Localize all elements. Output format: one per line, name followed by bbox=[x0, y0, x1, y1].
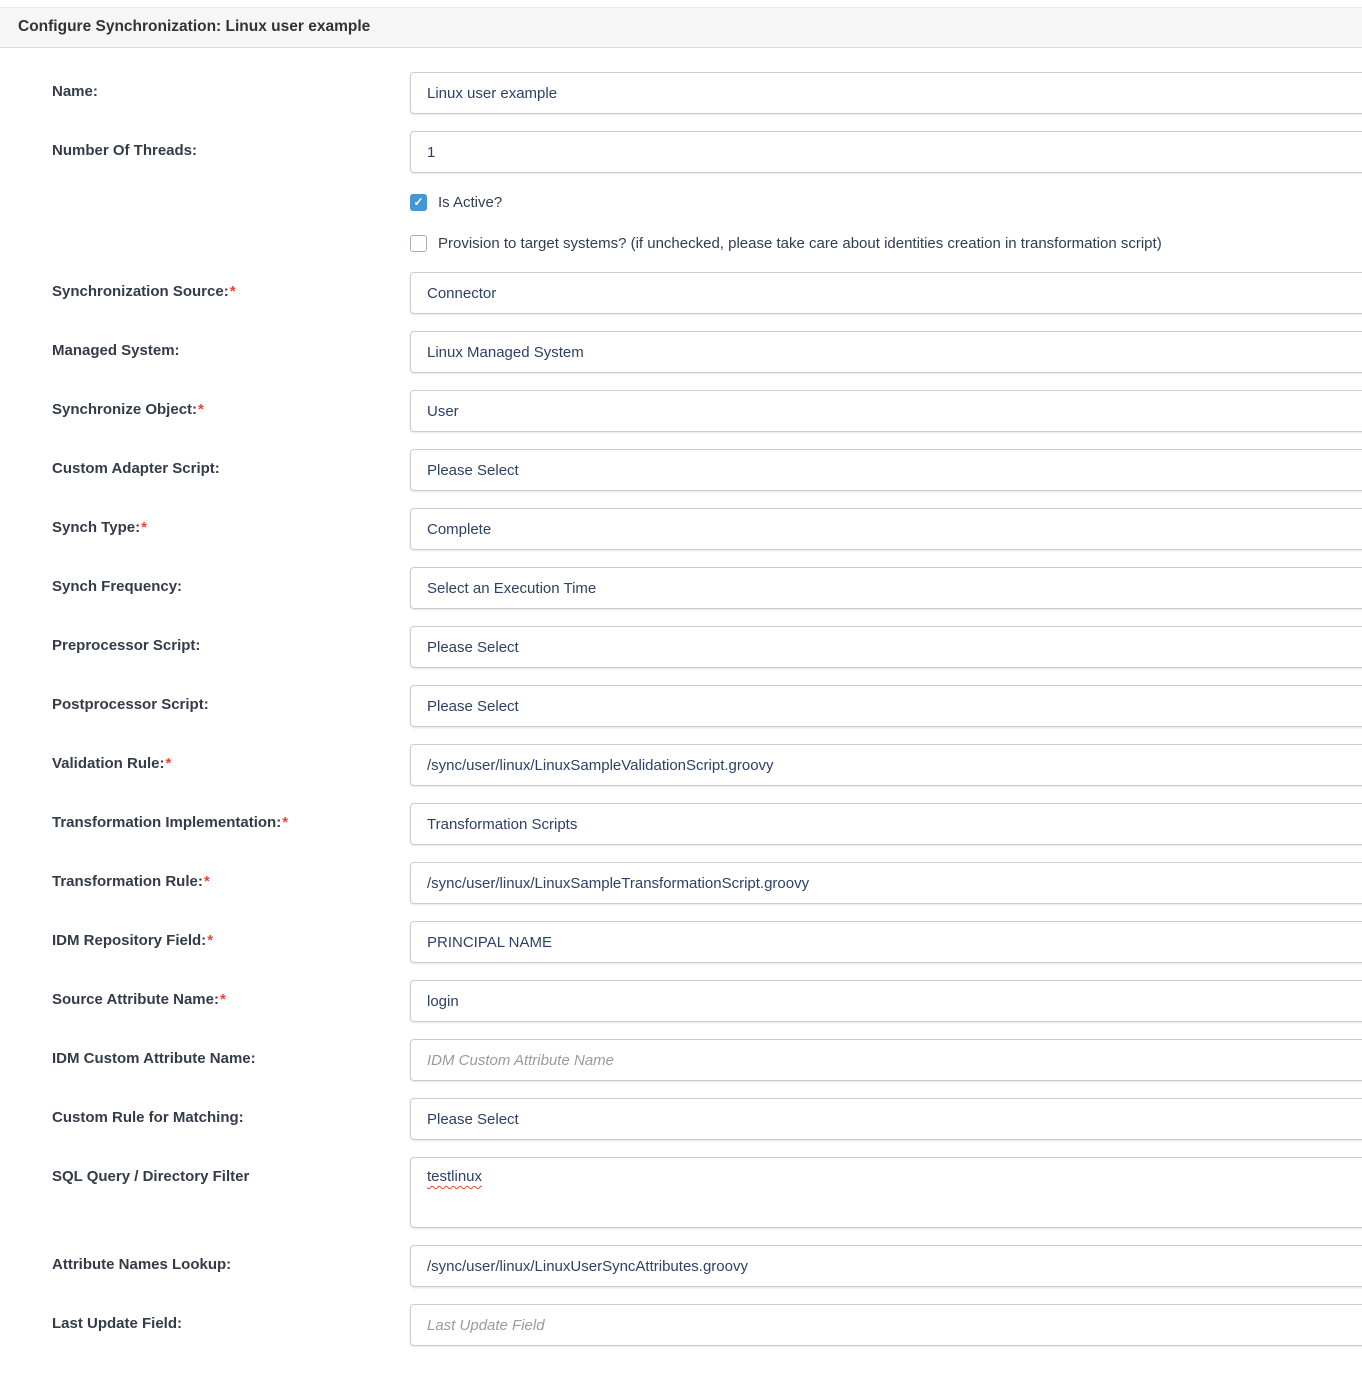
form-row bbox=[0, 1245, 1362, 1287]
threads-field[interactable]: 1 bbox=[410, 131, 1362, 173]
preprocessor-script-select[interactable]: Please Select bbox=[410, 626, 1362, 668]
checkbox-label: Is Active? bbox=[438, 193, 503, 211]
is-active-checkbox[interactable] bbox=[410, 194, 427, 211]
required-asterisk: * bbox=[282, 814, 289, 831]
form-row bbox=[0, 980, 1362, 1022]
field-label: Synch Frequency: bbox=[52, 578, 183, 595]
required-asterisk: * bbox=[207, 932, 214, 949]
checkbox-row bbox=[410, 190, 1362, 214]
last-update-field[interactable]: Last Update Field bbox=[410, 1304, 1362, 1346]
checkbox-label: Provision to target systems? (if unchecked, please take care about identities creation in transformation script) bbox=[438, 234, 1162, 252]
idm-custom-attribute-name-field[interactable]: IDM Custom Attribute Name bbox=[410, 1039, 1362, 1081]
field-label: IDM Custom Attribute Name: bbox=[52, 1050, 256, 1067]
form-row bbox=[0, 567, 1362, 609]
managed-system-select[interactable]: Linux Managed System bbox=[410, 331, 1362, 373]
form-row bbox=[0, 131, 1362, 173]
field-label: Managed System: bbox=[52, 342, 180, 359]
custom-rule-for-matching-select[interactable]: Please Select bbox=[410, 1098, 1362, 1140]
attribute-names-lookup-field[interactable]: /sync/user/linux/LinuxUserSyncAttributes.groovy bbox=[410, 1245, 1362, 1287]
form-row bbox=[0, 1304, 1362, 1346]
source-attribute-name-field[interactable]: login bbox=[410, 980, 1362, 1022]
transformation-rule-select[interactable]: /sync/user/linux/LinuxSampleTransformationScript.groovy bbox=[410, 862, 1362, 904]
form-row bbox=[0, 921, 1362, 963]
sync-object-select[interactable]: User bbox=[410, 390, 1362, 432]
required-asterisk: * bbox=[219, 991, 226, 1008]
postprocessor-script-select[interactable]: Please Select bbox=[410, 685, 1362, 727]
form-row bbox=[0, 72, 1362, 114]
required-asterisk: * bbox=[203, 873, 210, 890]
required-asterisk: * bbox=[141, 519, 147, 536]
validation-rule-select[interactable]: /sync/user/linux/LinuxSampleValidationScript.groovy bbox=[410, 744, 1362, 786]
synch-type-select[interactable]: Complete bbox=[410, 508, 1362, 550]
form-row bbox=[0, 1098, 1362, 1140]
field-label: Validation Rule:* bbox=[52, 755, 172, 772]
field-label: Last Update Field: bbox=[52, 1315, 183, 1332]
field-label: Postprocessor Script: bbox=[52, 696, 209, 713]
field-label: Attribute Names Lookup: bbox=[52, 1256, 232, 1273]
field-label: Custom Rule for Matching: bbox=[52, 1109, 244, 1126]
required-asterisk: * bbox=[165, 755, 172, 772]
sync-config-form bbox=[0, 48, 1362, 1346]
field-label: Synchronization Source:* bbox=[52, 283, 236, 300]
field-label: SQL Query / Directory Filter bbox=[52, 1168, 250, 1185]
form-row bbox=[0, 1039, 1362, 1081]
form-row bbox=[0, 744, 1362, 786]
field-label: Source Attribute Name:* bbox=[52, 991, 226, 1008]
name-field[interactable]: Linux user example bbox=[410, 72, 1362, 114]
provision-checkbox[interactable] bbox=[410, 235, 427, 252]
form-row bbox=[0, 508, 1362, 550]
form-row bbox=[0, 862, 1362, 904]
required-asterisk: * bbox=[198, 401, 204, 418]
field-label: IDM Repository Field:* bbox=[52, 932, 214, 949]
field-label: Number Of Threads: bbox=[52, 142, 198, 159]
field-label: Preprocessor Script: bbox=[52, 637, 201, 654]
form-row bbox=[0, 390, 1362, 432]
field-label: Synchronize Object:* bbox=[52, 401, 204, 418]
form-row bbox=[0, 449, 1362, 491]
field-label: Synch Type:* bbox=[52, 519, 147, 536]
required-asterisk: * bbox=[229, 283, 236, 300]
form-row bbox=[0, 331, 1362, 373]
idm-repository-field-select[interactable]: PRINCIPAL NAME bbox=[410, 921, 1362, 963]
form-row bbox=[0, 685, 1362, 727]
synch-frequency-select[interactable]: Select an Execution Time bbox=[410, 567, 1362, 609]
transformation-implementation-select[interactable]: Transformation Scripts bbox=[410, 803, 1362, 845]
checkbox-row bbox=[410, 231, 1362, 255]
field-label: Transformation Implementation:* bbox=[52, 814, 289, 831]
form-row bbox=[0, 272, 1362, 314]
sql-query-directory-filter-textarea[interactable]: testlinux bbox=[410, 1157, 1362, 1228]
sync-source-select[interactable]: Connector bbox=[410, 272, 1362, 314]
field-label: Custom Adapter Script: bbox=[52, 460, 220, 477]
form-row bbox=[0, 803, 1362, 845]
form-row bbox=[0, 1157, 1362, 1228]
form-row bbox=[0, 626, 1362, 668]
custom-adapter-script-select[interactable]: Please Select bbox=[410, 449, 1362, 491]
page-title: Configure Synchronization: Linux user example bbox=[18, 18, 371, 35]
page-header bbox=[0, 7, 1362, 48]
field-label: Name: bbox=[52, 83, 98, 100]
field-label: Transformation Rule:* bbox=[52, 873, 210, 890]
